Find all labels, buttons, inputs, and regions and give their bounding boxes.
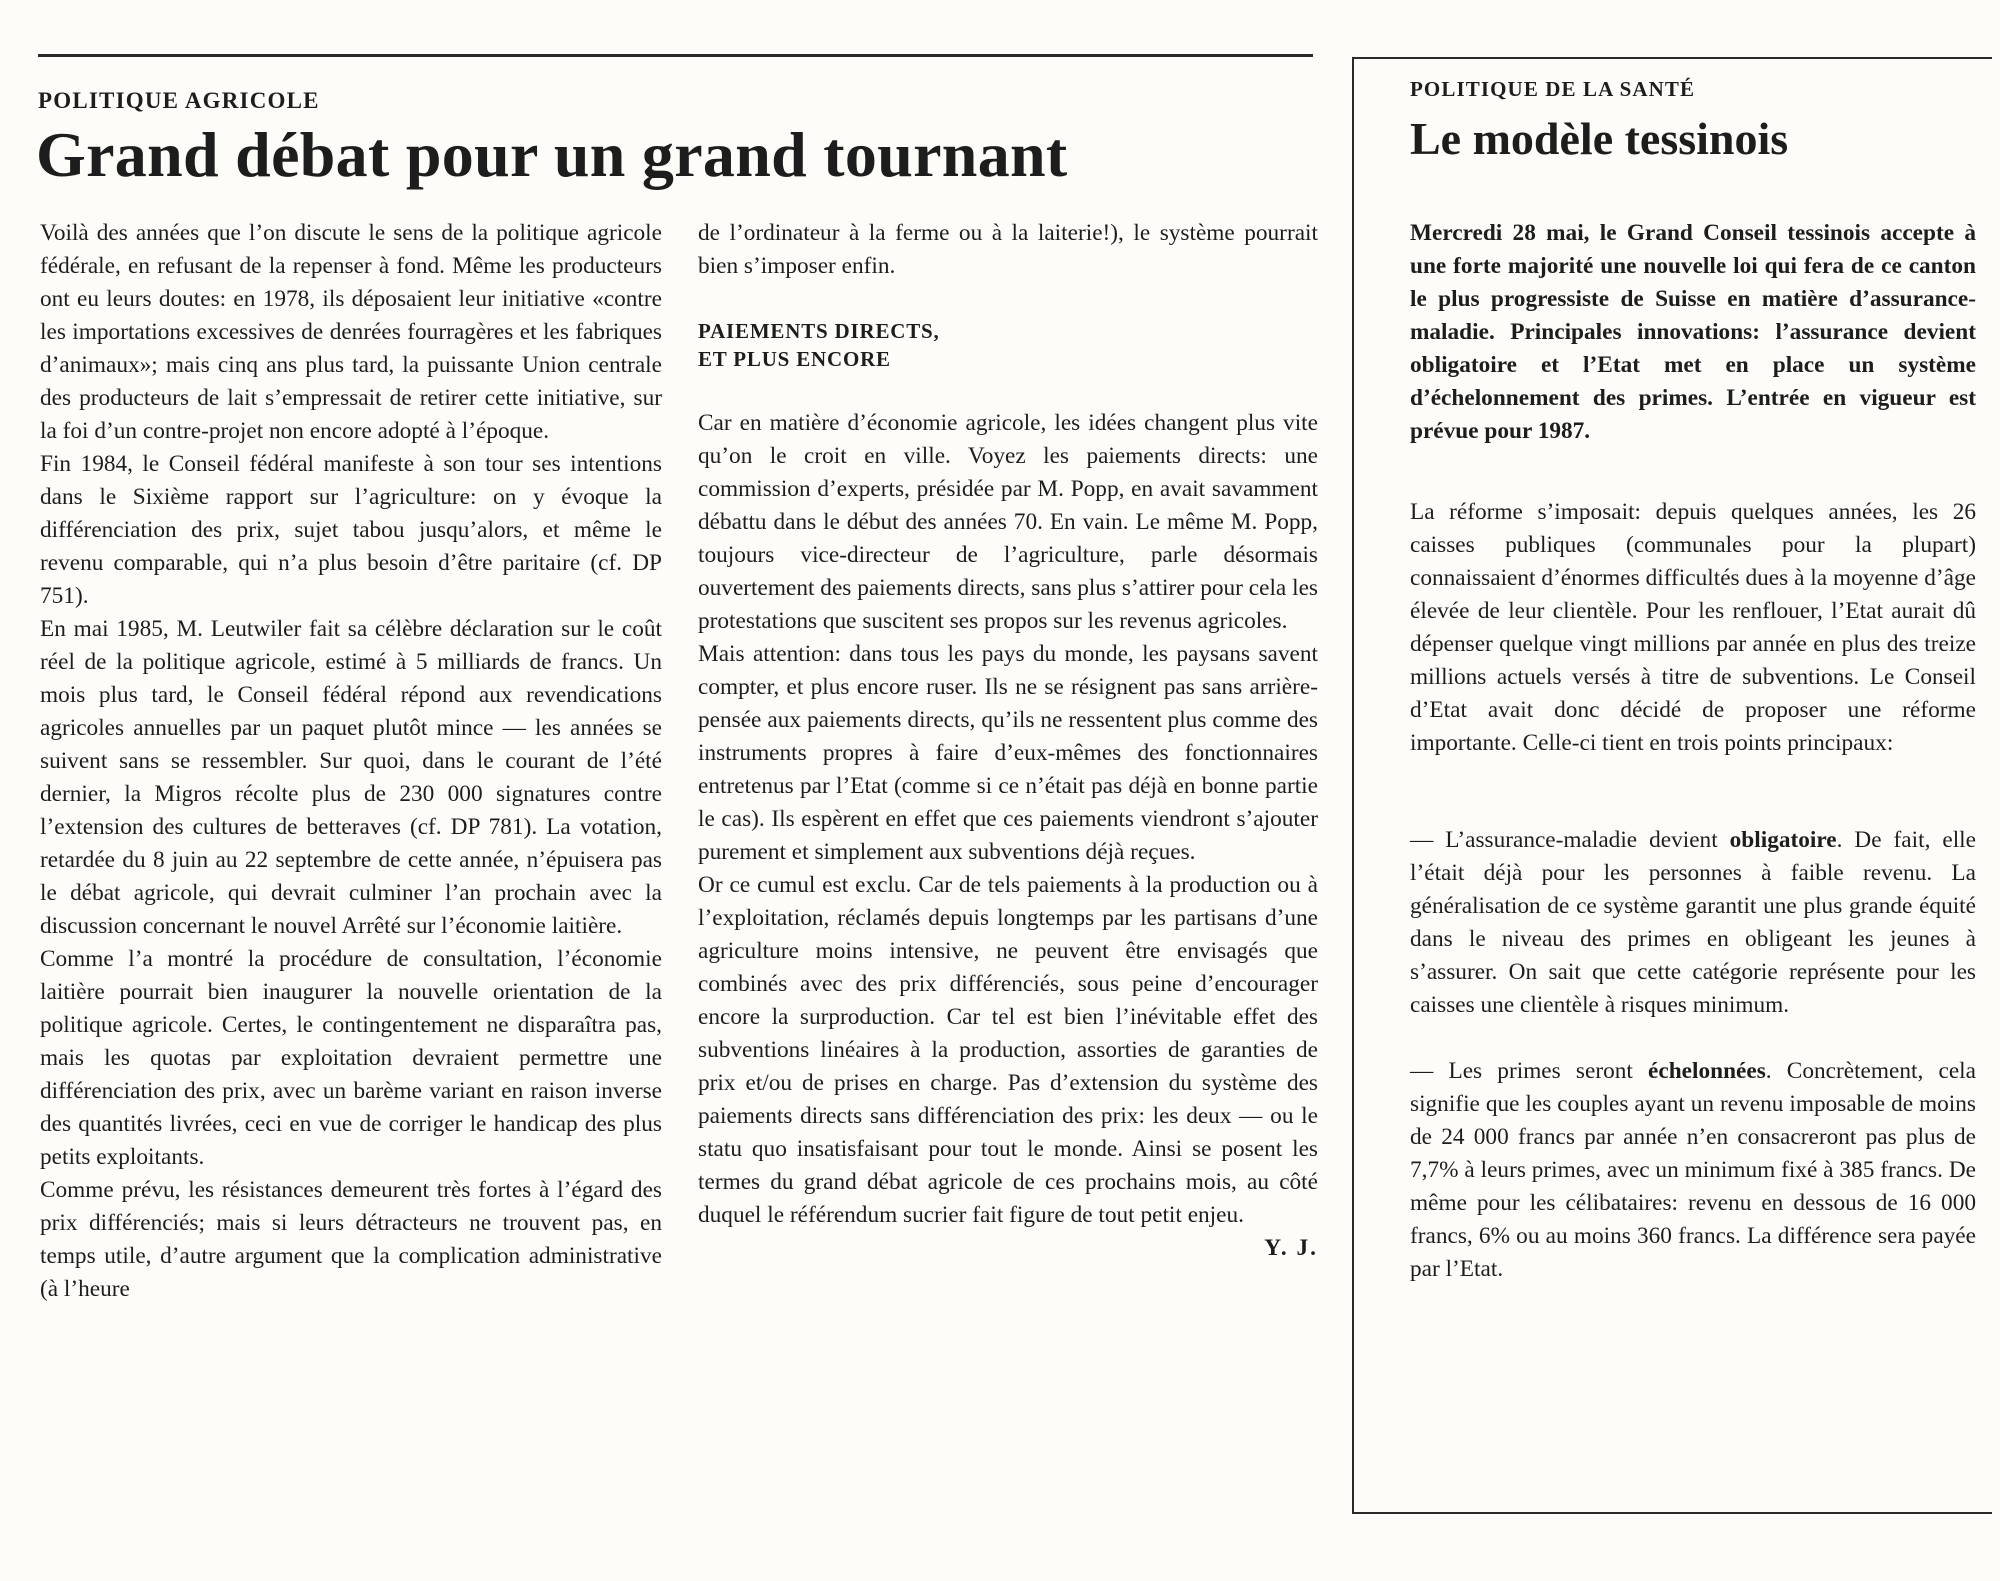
paragraph: Mais attention: dans tous les pays du monde, les paysans savent compter, et plus encore ruser. Ils ne se résignent pas sans arrière-pensée aux paiements directs, qu’ils ne ressentent plus comme des instruments propres à faire d’eux-mêmes des fonctionnaires entretenus par l’Etat (comme si ce n’était pas déjà en bonne partie le cas). Ils espèrent en effet que ces paiements viendront s’ajouter purement et simplement aux subventions déjà reçues. (698, 641, 1318, 865)
box-title: Le modèle tessinois (1410, 113, 1789, 164)
bullet-text: — Les primes seront (1410, 1058, 1649, 1084)
paragraph: Fin 1984, le Conseil fédéral manifeste à son tour ses intentions dans le Sixième rapport sur l’agriculture: on y évoque la différenciation des prix, sujet tabou jusqu’alors, et même le revenu comparable, qui n’a plus besoin d’être paritaire (cf. DP 751). (40, 451, 662, 609)
paragraph: Car en matière d’économie agricole, les idées changent plus vite qu’on le croit en ville. Voyez les paiements directs: une commission d’experts, présidée par M. Popp, en avait savamment débattu dans le début des années 70. En vain. Le même M. Popp, toujours vice-directeur de l’agriculture, parle désormais ouvertement des paiements directs, sans plus s’attirer pour cela les protestations que suscitent ses propos sur les revenus agricoles. (698, 410, 1318, 634)
top-rule (38, 54, 1313, 57)
paragraph: En mai 1985, M. Leutwiler fait sa célèbre déclaration sur le coût réel de la politique agricole, estimé à 5 milliards de francs. Un mois plus tard, le Conseil fédéral répond aux revendications agricoles annuelles par un paquet plutôt mince — les années se suivent sans se ressembler. Sur quoi, dans le courant de l’été dernier, la Migros récolte plus de 230 000 signatures contre l’extension des cultures de betteraves (cf. DP 781). La votation, retardée du 8 juin au 22 septembre de cette année, n’épuisera pas le débat agricole, qui devrait culminer l’an prochain avec la discussion concernant le nouvel Arrêté sur l’économie laitière. (40, 616, 662, 939)
box-lead: Mercredi 28 mai, le Grand Conseil tessinois accepte à une forte majorité une nouvelle loi qui fera de ce canton le plus progressiste de Suisse en matière d’assurance-maladie. Principales innovations: l’assurance devient obligatoire et l’Etat met en place un système d’échelonnement des primes. L’entrée en vigueur est prévue pour 1987. (1410, 220, 1976, 444)
bullet-item (1410, 824, 1976, 1022)
bullet-keyword: échelonnées (1648, 1058, 1766, 1084)
subhead-line: ET PLUS ENCORE (698, 347, 891, 371)
author-signature: Y. J. (1264, 1235, 1318, 1261)
bullet-item (1410, 1055, 1976, 1286)
article-title: Grand débat pour un grand tournant (36, 119, 1068, 190)
section-subhead (698, 317, 1318, 373)
bullet-text: — L’assurance-maladie devient (1410, 827, 1730, 853)
paragraph: Or ce cumul est exclu. Car de tels paiements à la production ou à l’exploitation, réclamés depuis longtemps par les partisans d’une agriculture moins intensive, ne peuvent être envisagés que combinés avec des prix différenciés, sous peine d’encourager encore la surproduction. Car tel est bien l’inévitable effet des subventions linéaires à la production, assorties de garanties de prix et/ou de prises en charge. Pas d’extension du système des paiements directs sans différenciation des prix: les deux — ou le statu quo insatisfaisant pour tout le monde. Ainsi se posent les termes du grand débat agricole de ces prochains mois, au côté duquel le référendum sucrier fait figure de tout petit enjeu. (698, 872, 1318, 1228)
paragraph: La réforme s’imposait: depuis quelques années, les 26 caisses publiques (communales pour la plupart) connaissaient d’énormes difficultés dues à la moyenne d’âge élevée de leur clientèle. Pour les renflouer, l’Etat aurait dû dépenser quelque vingt millions par année en plus des treize millions actuels versés à titre de subventions. Le Conseil d’Etat avait donc décidé de proposer une réforme importante. Celle-ci tient en trois points principaux: (1410, 499, 1976, 756)
bullet-keyword: obligatoire (1729, 827, 1837, 853)
article-kicker: POLITIQUE AGRICOLE (38, 88, 320, 113)
box-body (1410, 217, 1976, 1319)
bullet-text: . Concrètement, cela signifie que les couples ayant un revenu imposable de moins de 24 000 francs par année n’en consacreront pas plus de 7,7% à leurs primes, avec un minimum fixé à 385 francs. De même pour les célibataires: revenu en dessous de 16 000 francs, 6% ou au moins 360 francs. La différence sera payée par l’Etat. (1410, 1058, 1976, 1282)
bullet-text: . De fait, elle l’était déjà pour les personnes à faible revenu. La généralisation de ce système garantit une plus grande équité dans le niveau des primes en obligeant les jeunes à s’assurer. On sait que cette catégorie représente pour les caisses une clientèle à risques minimum. (1410, 827, 1976, 1018)
paragraph: Comme l’a montré la procédure de consultation, l’économie laitière pourrait bien inaugurer la nouvelle orientation de la politique agricole. Certes, le contingentement ne disparaîtra pas, mais les quotas par exploitation devraient permettre une différenciation des prix, avec un barème variant en raison inverse des quantités livrées, ceci en vue de corriger le handicap des plus petits exploitants. (40, 946, 662, 1170)
paragraph: Voilà des années que l’on discute le sens de la politique agricole fédérale, en refusant de la repenser à fond. Même les producteurs ont eu leurs doutes: en 1978, ils déposaient leur initiative «contre les importations excessives de denrées fourragères et les fabriques d’animaux»; mais cinq ans plus tard, la puissante Union centrale des producteurs de lait s’empressait de retirer cette initiative, sur la foi d’un contre-projet non encore adopté à l’époque. (40, 220, 662, 444)
article-column-2 (698, 217, 1318, 1265)
paragraph: Comme prévu, les résistances demeurent très fortes à l’égard des prix différenciés; mais si leurs détracteurs ne trouvent pas, en temps utile, d’autre argument que la complication administrative (à l’heure (40, 1177, 662, 1302)
subhead-line: PAIEMENTS DIRECTS, (698, 319, 940, 343)
box-kicker: POLITIQUE DE LA SANTÉ (1410, 77, 1696, 101)
paragraph: de l’ordinateur à la ferme ou à la laiterie!), le système pourrait bien s’imposer enfin. (698, 220, 1318, 279)
article-column-1 (40, 217, 662, 1306)
sidebar-box (1352, 57, 1992, 1514)
